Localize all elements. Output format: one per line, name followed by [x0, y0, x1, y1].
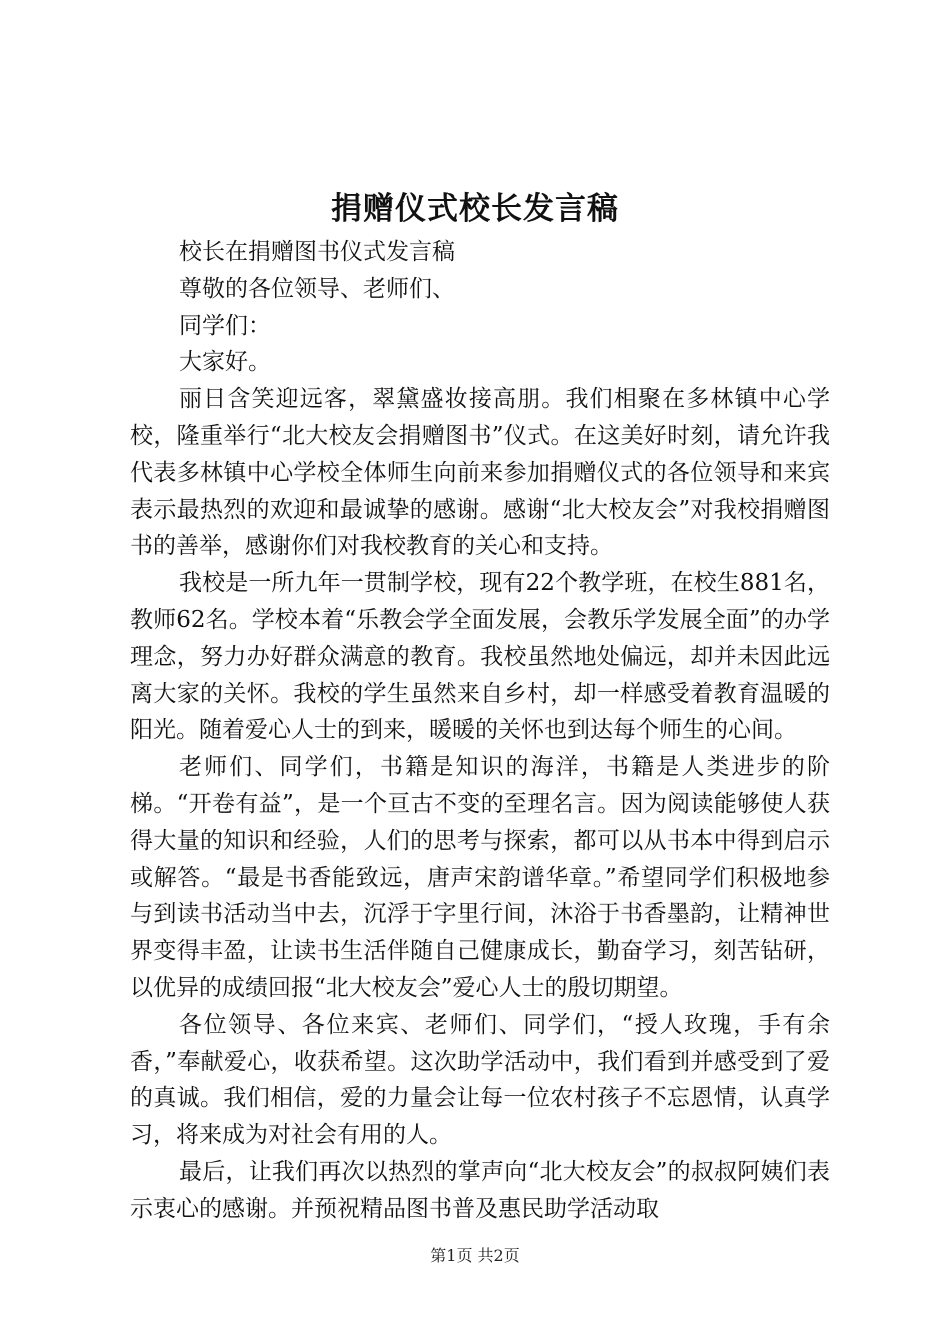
- paragraph-closing: 最后，让我们再次以热烈的掌声向“北大校友会”的叔叔阿姨们表示衷心的感谢。并预祝精品图书普及惠民助学活动取: [130, 1158, 830, 1222]
- salutation-line-1: 尊敬的各位领导、老师们、: [179, 275, 455, 302]
- paragraph-gratitude: 各位领导、各位来宾、老师们、同学们，“授人玫瑰，手有余香，”奉献爱心，收获希望。这次助学活动中，我们看到并感受到了爱的真诚。我们相信，爱的力量会让每一位农村孩子不忘恩情，认真学习，将来成为对社会有用的人。: [130, 1011, 830, 1149]
- paragraph-school-intro: 我校是一所九年一贯制学校，现有22个教学班，在校生881名，教师62名。学校本着“乐教会学全面发展，会教乐学发展全面”的办学理念，努力办好群众满意的教育。我校虽然地处偏远，却并未因此远离大家的关怀。我校的学生虽然来自乡村，却一样感受着教育温暖的阳光。随着爱心人士的到来，暖暖的关怀也到达每个师生的心间。: [130, 570, 830, 744]
- document-title: 捐赠仪式校长发言稿: [331, 191, 619, 227]
- salutation-line-2: 同学们：: [179, 312, 271, 339]
- paragraph-reading: 老师们、同学们，书籍是知识的海洋，书籍是人类进步的阶梯。“开卷有益”，是一个亘古不变的至理名言。因为阅读能够使人获得大量的知识和经验，人们的思考与探索，都可以从书本中得到启示或解答。“最是书香能致远，唐声宋韵谱华章。”希望同学们积极地参与到读书活动当中去，沉浮于字里行间，沐浴于书香墨韵，让精神世界变得丰盈，让读书生活伴随自己健康成长，勤奋学习，刻苦钻研，以优异的成绩回报“北大校友会”爱心人士的殷切期望。: [130, 754, 830, 1001]
- paragraph-welcome: 丽日含笑迎远客，翠黛盛妆接高朋。我们相聚在多林镇中心学校，隆重举行“北大校友会捐赠图书”仪式。在这美好时刻，请允许我代表多林镇中心学校全体师生向前来参加捐赠仪式的各位领导和来宾表示最热烈的欢迎和最诚挚的感谢。感谢“北大校友会”对我校捐赠图书的善举，感谢你们对我校教育的关心和支持。: [130, 386, 830, 560]
- page-number-footer: 第1页 共2页: [430, 1246, 520, 1265]
- document-body: [130, 234, 830, 1228]
- subtitle-line: 校长在捐赠图书仪式发言稿: [179, 239, 455, 265]
- greeting-line: 大家好。: [179, 349, 271, 376]
